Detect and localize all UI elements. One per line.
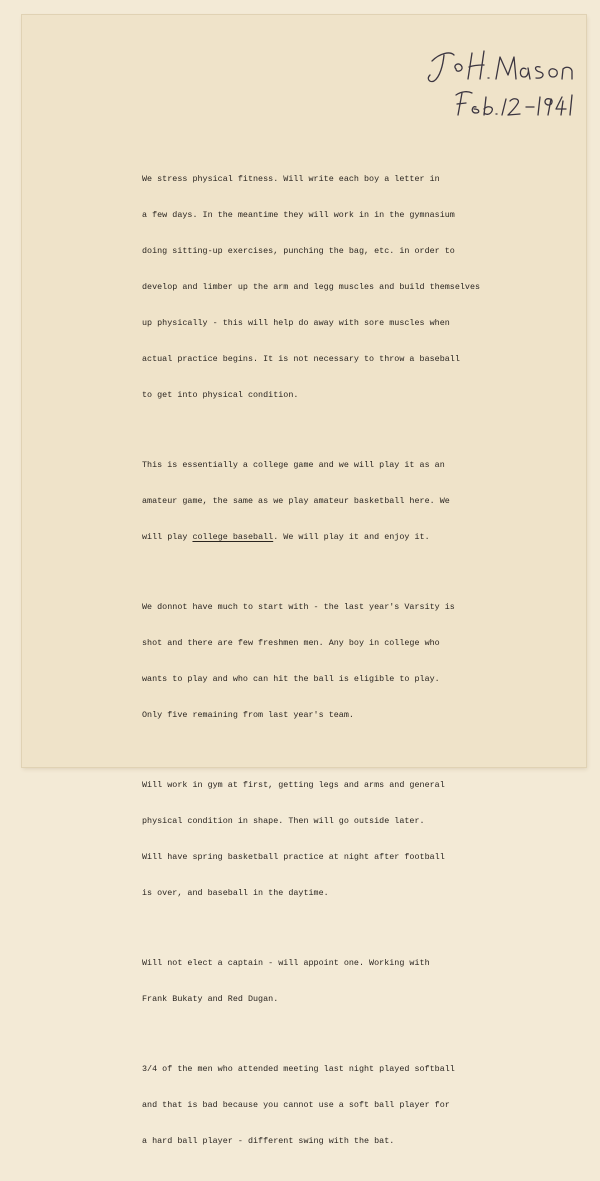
text-line: amateur game, the same as we play amateur basketball here. We [142,496,450,506]
text-line-with-underline [142,531,562,543]
text-line: and that is bad because you cannot use a soft ball player for [142,1100,450,1110]
text-line: physical condition in shape. Then will go outside later. [142,816,425,826]
signature-scribble-icon [410,35,580,125]
text-line: Frank Bukaty and Red Dugan. [142,994,279,1004]
text-line: to get into physical condition. [142,390,299,400]
text-line: wants to play and who can hit the ball is eligible to play. [142,674,440,684]
text-line: doing sitting-up exercises, punching the bag, etc. in order to [142,246,455,256]
typed-memo-text [142,149,562,1181]
text-line: shot and there are few freshmen men. Any boy in college who [142,638,440,648]
text-line: We donnot have much to start with - the last year's Varsity is [142,602,455,612]
paragraph-schedule [142,755,562,923]
text-line: This is essentially a college game and we will play it as an [142,460,445,470]
text-line: Will have spring basketball practice at night after football [142,852,445,862]
paragraph-captain [142,933,562,1029]
text-line: Will not elect a captain - will appoint one. Working with [142,958,430,968]
underlined-phrase: college baseball [192,532,274,542]
paragraph-softball [142,1039,562,1171]
text-line: We stress physical fitness. Will write each boy a letter in [142,174,440,184]
text-line: actual practice begins. It is not necessary to throw a baseball [142,354,460,364]
document-page [22,15,586,1146]
text-line: a hard ball player - different swing with the bat. [142,1136,395,1146]
paragraph-college-game [142,435,562,567]
handwritten-signature [410,35,580,125]
paragraph-physical-fitness [142,149,562,425]
text-fragment: . We will play it and enjoy it. [273,532,430,542]
text-line: develop and limber up the arm and legg muscles and build themselves [142,282,481,292]
text-line: up physically - this will help do away with sore muscles when [142,318,450,328]
paragraph-roster [142,577,562,745]
text-line: a few days. In the meantime they will work in in the gymnasium [142,210,455,220]
text-line: Will work in gym at first, getting legs and arms and general [142,780,445,790]
text-line: Only five remaining from last year's team. [142,710,354,720]
text-line: is over, and baseball in the daytime. [142,888,329,898]
text-fragment: will play [142,532,193,542]
text-line: 3/4 of the men who attended meeting last night played softball [142,1064,455,1074]
